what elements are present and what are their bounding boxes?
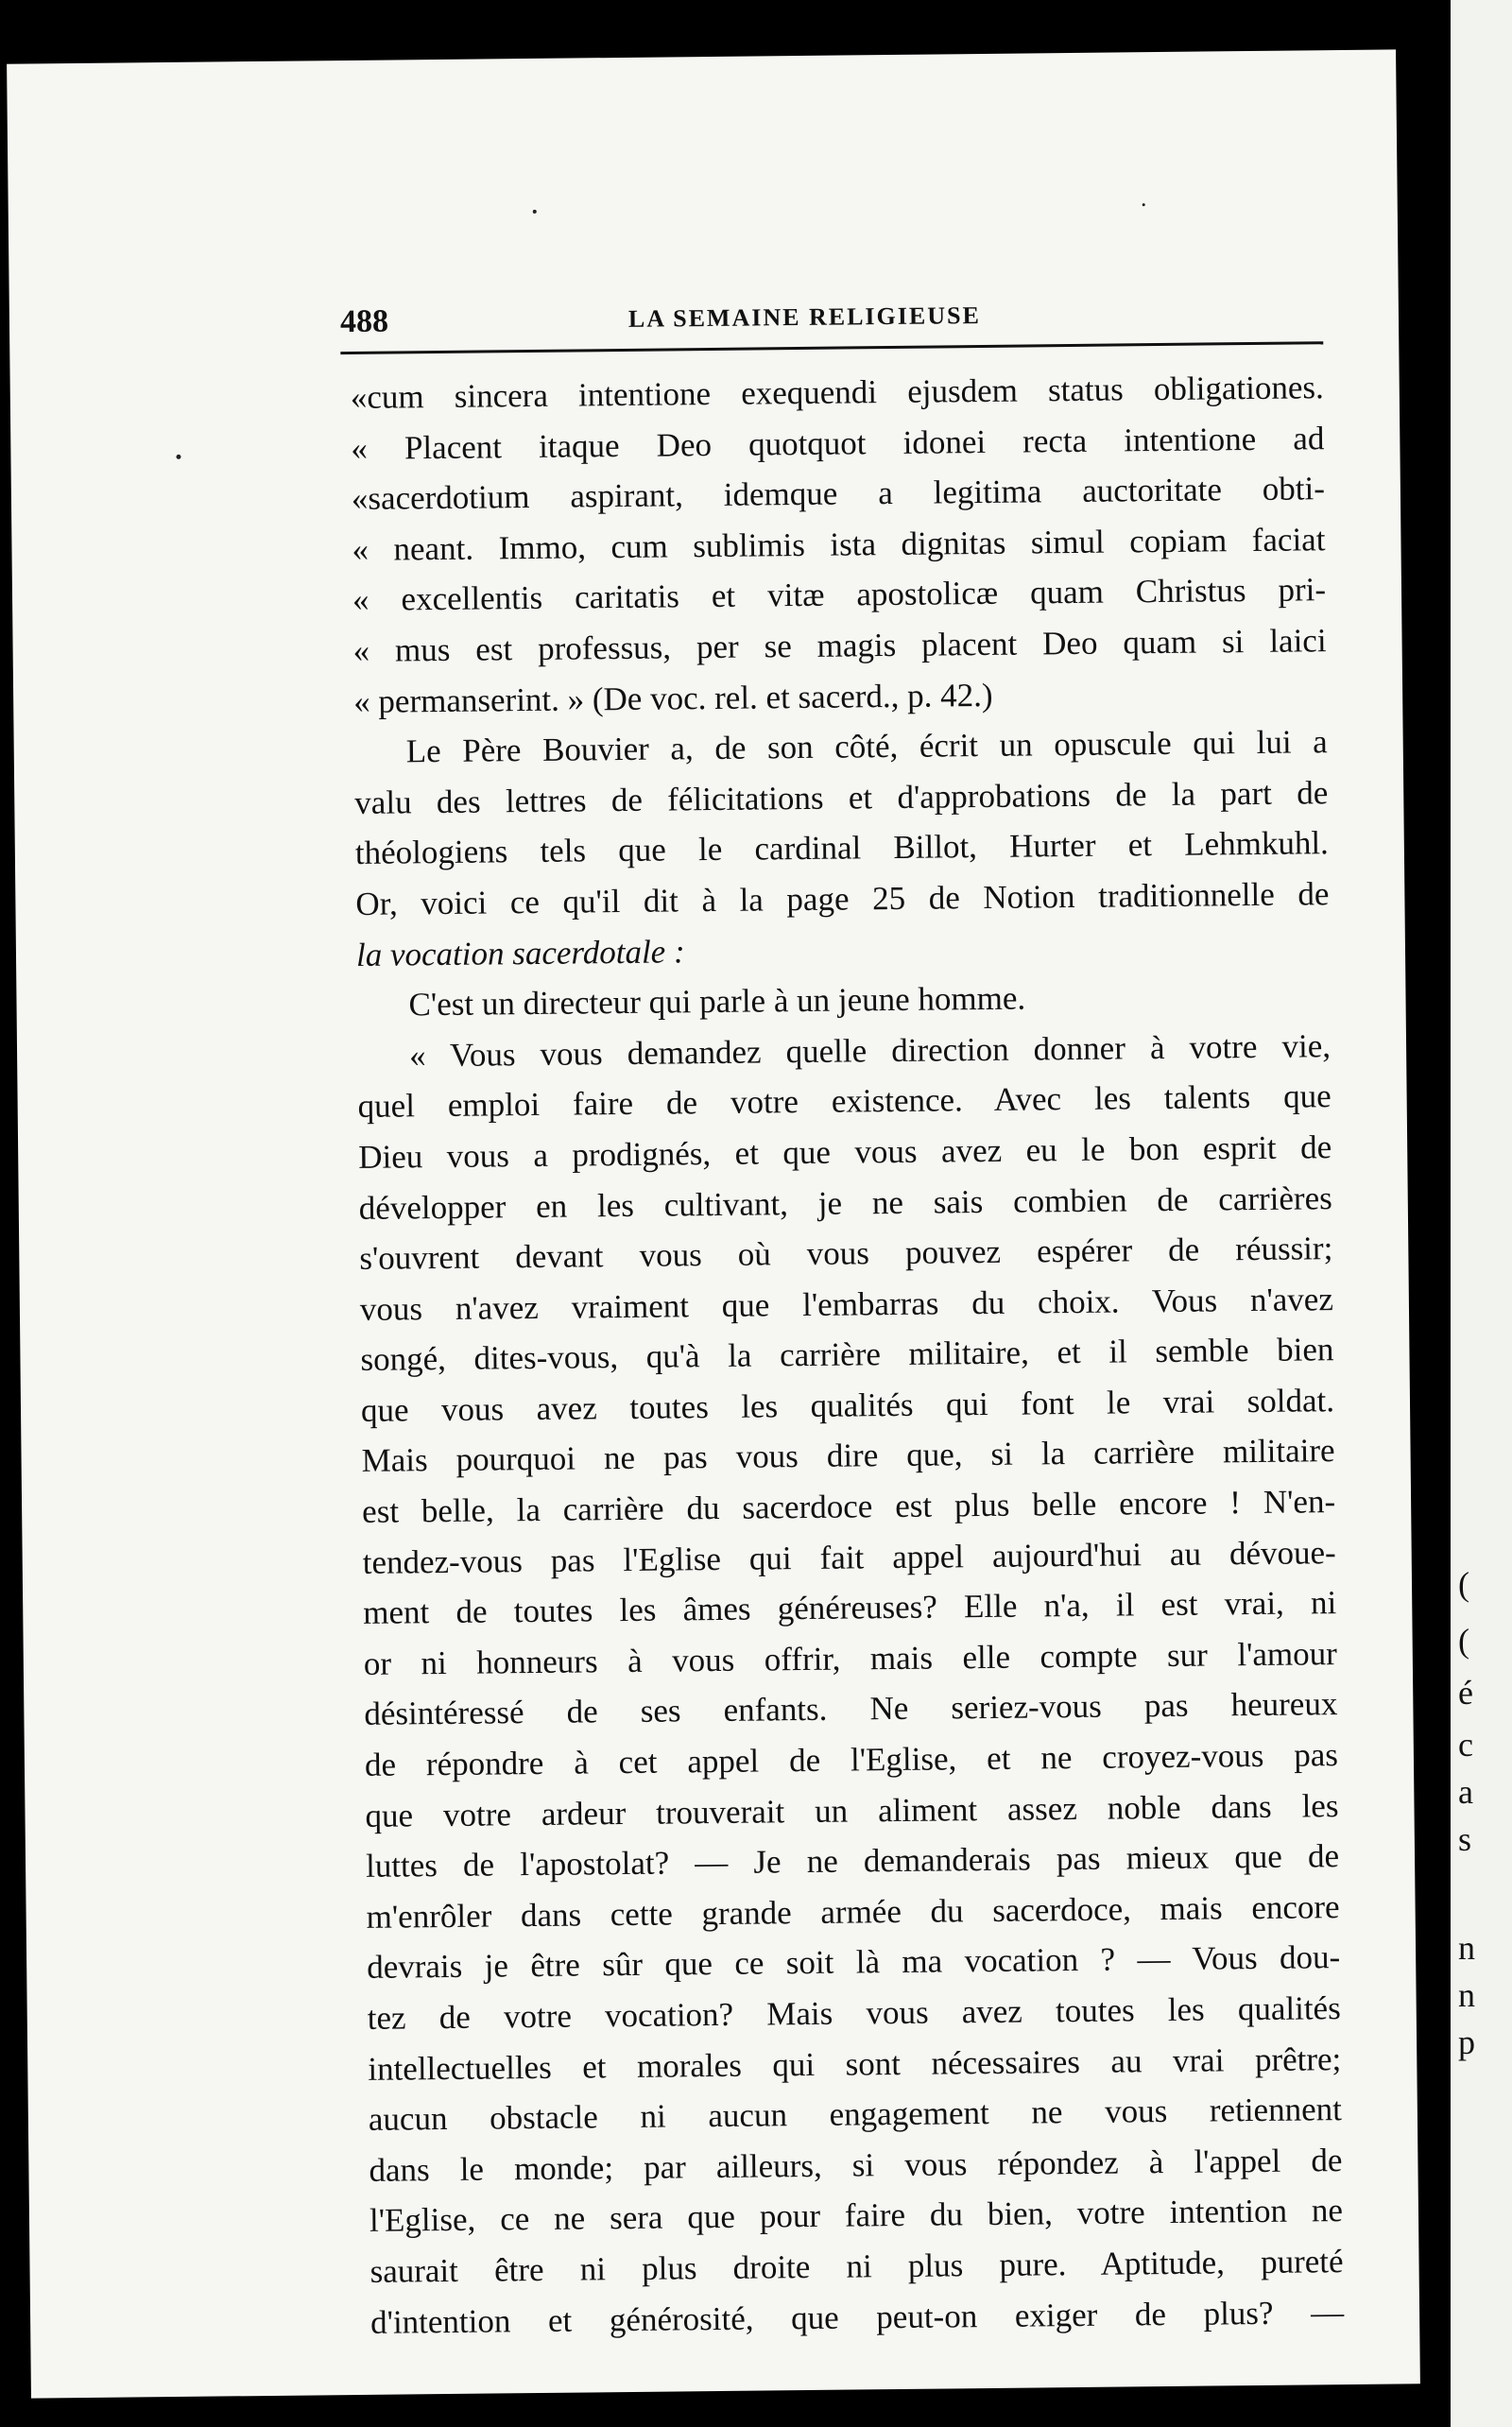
text-line: s'ouvrent devant vous où vous pouvez espérer de réussir; (359, 1230, 1333, 1278)
ink-speck (176, 455, 180, 459)
text-line: quel emploi faire de votre existence. Avec les talents que (357, 1077, 1332, 1126)
body-text (351, 362, 1345, 2348)
text-line: vous n'avez vraiment que l'embarras du choix. Vous n'avez (359, 1280, 1334, 1328)
adjacent-page-fragment: s (1458, 1820, 1472, 1858)
adjacent-page-fragment: ( (1458, 1565, 1469, 1603)
text-line: dans le monde; par ailleurs, si vous répondez à l'appel de (369, 2141, 1343, 2189)
text-line: or ni honneurs à vous offrir, mais elle compte sur l'amour (363, 1634, 1337, 1682)
text-line: est belle, la carrière du sacerdoce est plus belle encore ! N'en- (361, 1483, 1336, 1530)
text-line: « Placent itaque Deo quotquot idonei recta intentione ad (351, 419, 1325, 467)
adjacent-page-edge (1451, 0, 1512, 2427)
text-line: Dieu vous a prodignés, et que vous avez eu le bon esprit de (358, 1128, 1332, 1176)
text-line: intellectuelles et morales qui sont nécessaires au vrai prêtre; (368, 2040, 1342, 2088)
text-line: valu des lettres de félicitations et d'approbations de la part de (354, 773, 1329, 821)
text-line: tendez-vous pas l'Eglise qui fait appel aujourd'hui au dévoue- (362, 1533, 1336, 1581)
adjacent-page-fragment: n (1458, 1929, 1475, 1967)
text-line: « neant. Immo, cum sublimis ista dignitas simul copiam faciat (352, 520, 1326, 568)
ink-speck (533, 210, 537, 214)
text-line: Le Père Bouvier a, de son côté, écrit un opuscule qui lui a (405, 723, 1328, 770)
text-line: aucun obstacle ni aucun engagement ne vous retiennent (368, 2091, 1343, 2139)
text-line: ment de toutes les âmes généreuses? Elle n'a, il est vrai, ni (363, 1584, 1337, 1632)
text-line: d'intention et générosité, que peut-on exiger de plus? — (369, 2293, 1345, 2341)
text-line: « mus est professus, per se magis placent Deo quam si laici (352, 622, 1327, 669)
text-line: que votre ardeur trouverait un aliment assez noble dans les (365, 1786, 1339, 1834)
text-line: la vocation sacerdotale : (355, 932, 685, 973)
adjacent-page-fragment: é (1458, 1674, 1473, 1712)
ink-speck (1143, 203, 1145, 206)
text-line: m'enrôler dans cette grande armée du sacerdoce, mais encore (366, 1887, 1340, 1936)
text-line: saurait être ni plus droite ni plus pure. Aptitude, pureté (369, 2243, 1344, 2290)
text-line: «cum sincera intentione exequendi ejusdem status obligationes. (350, 369, 1324, 416)
text-line: luttes de l'apostolat? — Je ne demanderais pas mieux que de (365, 1837, 1340, 1885)
text-line: songé, dites-vous, qu'à la carrière militaire, et il semble bien (360, 1331, 1334, 1379)
text-line: «sacerdotium aspirant, idemque a legitima auctoritate obti- (351, 470, 1326, 518)
text-line: que vous avez toutes les qualités qui font le vrai soldat. (360, 1382, 1335, 1429)
running-head (340, 294, 1323, 354)
text-line: « permanserint. » (De voc. rel. et sacerd., p. 42.) (352, 676, 993, 720)
page-number: 488 (339, 303, 389, 340)
running-title: LA SEMAINE RELIGIEUSE (627, 301, 981, 333)
book-page (7, 49, 1420, 2398)
text-line: Mais pourquoi ne pas vous dire que, si la carrière militaire (361, 1432, 1335, 1480)
text-line: l'Eglise, ce ne sera que pour faire du bien, votre intention ne (369, 2192, 1344, 2240)
text-line: tez de votre vocation? Mais vous avez toutes les qualités (367, 1989, 1341, 2037)
text-line: développer en les cultivant, je ne sais combien de carrières (358, 1179, 1332, 1227)
text-line: « excellentis caritatis et vitæ apostolicæ quam Christus pri- (352, 571, 1327, 619)
adjacent-page-fragment: p (1458, 2023, 1475, 2061)
adjacent-page-fragment: a (1458, 1773, 1473, 1811)
adjacent-page-fragment: c (1458, 1726, 1473, 1764)
text-line: désintéressé de ses enfants. Ne seriez-vous pas heureux (364, 1685, 1338, 1733)
text-line: « Vous vous demandez quelle direction donner à votre vie, (408, 1026, 1332, 1075)
adjacent-page-fragment: n (1458, 1976, 1475, 2014)
text-line: de répondre à cet appel de l'Eglise, et ne croyez-vous pas (364, 1736, 1339, 1783)
text-line: C'est un directeur qui parle à un jeune homme. (408, 979, 1026, 1024)
text-line: Or, voici ce qu'il dit à la page 25 de Notion traditionnelle de (355, 875, 1330, 922)
text-line: devrais je être sûr que ce soit là ma vocation ? — Vous dou- (367, 1938, 1341, 1987)
text-line: théologiens tels que le cardinal Billot, Hurter et Lehmkuhl. (354, 824, 1330, 872)
adjacent-page-fragment: ( (1458, 1622, 1469, 1660)
